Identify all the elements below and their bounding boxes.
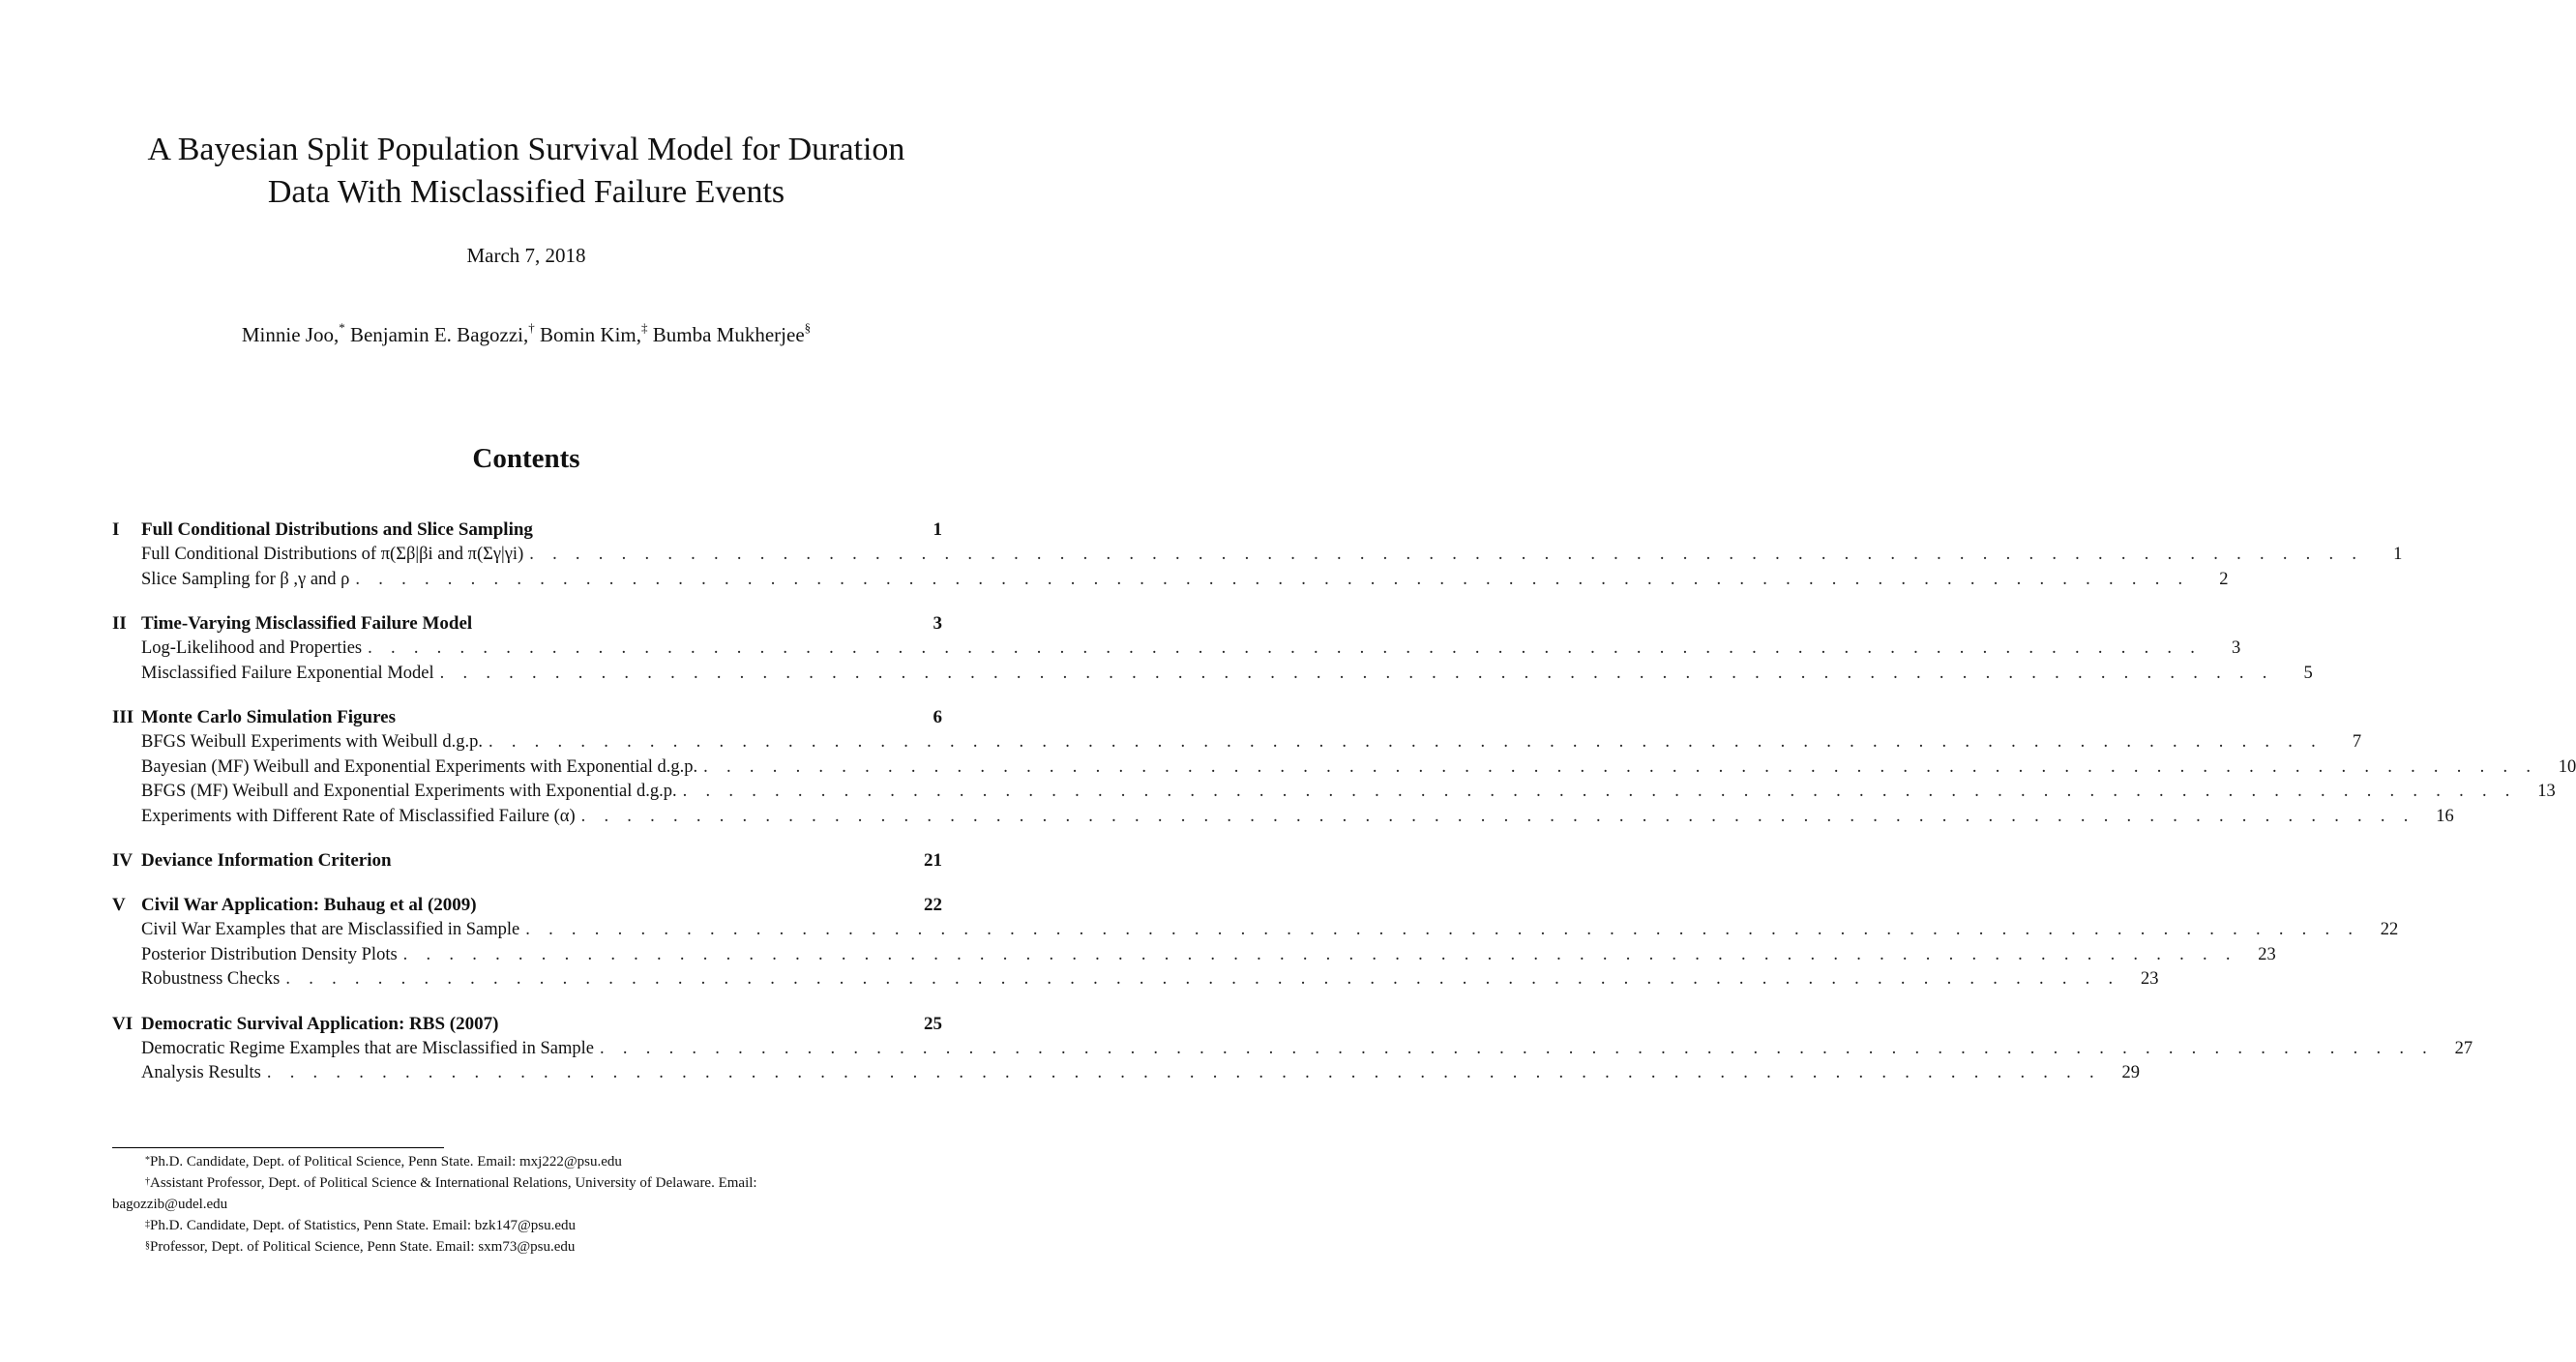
toc-subsection-title: Posterior Distribution Density Plots [141,944,398,964]
author-list [0,320,1052,347]
toc-leader-dots: . . . . . . . . . . . . . . . . . . . . . . . . . . . . . . . . . . . . . . . . . . . . . . . . . . . . . . . . . . . . . . . . . . . . . . . . . . . . . . . . [488,732,2324,752]
toc-subsection-title: BFGS Weibull Experiments with Weibull d.g.p. [141,732,483,752]
toc-leader-dots: . . . . . . . . . . . . . . . . . . . . . . . . . . . . . . . . . . . . . . . . . . . . . . . . . . . . . . . . . . . . . . . . . . . . . . . . . . . . . . . . [600,1038,2435,1058]
toc-leader-dots: . . . . . . . . . . . . . . . . . . . . . . . . . . . . . . . . . . . . . . . . . . . . . . . . . . . . . . . . . . . . . . . . . . . . . . . . . . . . . . . . [525,920,2360,939]
paper-date: March 7, 2018 [466,244,586,267]
toc-subsection-page: 2 [2219,569,2229,589]
title-line-1: A Bayesian Split Population Survival Model for Duration [147,132,905,167]
toc-part-title: Civil War Application: Buhaug et al (2009) [141,895,477,915]
toc-part-page: 22 [924,895,942,915]
toc-subsection-page: 13 [2537,782,2556,801]
toc-subsection-entry[interactable] [112,1061,2140,1086]
footnote-text: Ph.D. Candidate, Dept. of Statistics, Penn State. Email: bzk147@psu.edu [150,1218,577,1233]
toc-subsection-title: Democratic Regime Examples that are Misclassified in Sample [141,1038,595,1058]
toc-subsection-entry[interactable] [112,543,2403,568]
toc-subsection-page: 22 [2380,920,2399,939]
toc-leader-dots: . . . . . . . . . . . . . . . . . . . . . . . . . . . . . . . . . . . . . . . . . . . . . . . . . . . . . . . . . . . . . . . . . . . . . . . . . . . . . . . . [285,969,2120,989]
title-line-2: Data With Misclassified Failure Events [267,174,785,210]
toc-part-number: VI [112,1013,133,1034]
author-mark: § [804,320,812,335]
toc-subsection-title: Robustness Checks [141,969,281,989]
footnote-text: Professor, Dept. of Political Science, Penn State. Email: sxm73@psu.edu [150,1239,576,1255]
footnote-2 [112,1172,942,1194]
footnote-mark: * [145,1155,150,1166]
toc-part-title: Monte Carlo Simulation Figures [141,707,397,727]
toc-part-entry[interactable] [112,704,942,730]
toc-subsection-entry[interactable] [112,918,2399,943]
author-name: Benjamin E. Bagozzi, [349,323,529,346]
toc-part [112,517,2403,592]
toc-part-page: 6 [933,707,942,727]
toc-part-page: 1 [933,519,942,540]
toc-part-entry[interactable] [112,610,942,637]
toc-part [112,1011,2473,1086]
footnote-mark: § [145,1240,150,1251]
toc-subsection-page: 5 [2303,663,2313,683]
toc-leader-dots: . . . . . . . . . . . . . . . . . . . . . . . . . . . . . . . . . . . . . . . . . . . . . . . . . . . . . . . . . . . . . . . . . . . . . . . . . . . . . . . . [682,782,2517,801]
toc-part-entry[interactable] [112,892,942,918]
toc-part [112,892,2399,992]
toc-part-number: IV [112,850,133,871]
toc-subsection-page: 23 [2258,944,2276,964]
toc-subsection-title: Slice Sampling for β ,γ and ρ [141,569,350,589]
author-mark: † [528,320,535,335]
footnote-text: Ph.D. Candidate, Dept. of Political Science, Penn State. Email: mxj222@psu.edu [150,1154,622,1170]
toc-subsection-page: 27 [2454,1038,2473,1058]
paper-title [0,129,1052,214]
toc-part-page: 25 [924,1013,942,1034]
toc-subsection-page: 3 [2231,638,2241,658]
toc-subsection-title: BFGS (MF) Weibull and Exponential Experiments with Exponential d.g.p. [141,782,677,801]
footnote-2-cont: bagozzib@udel.edu [112,1197,228,1212]
toc-leader-dots: . . . . . . . . . . . . . . . . . . . . . . . . . . . . . . . . . . . . . . . . . . . . . . . . . . . . . . . . . . . . . . . . . . . . . . . . . . . . . . . . [580,806,2415,826]
toc-part [112,610,2313,686]
toc-subsection-page: 16 [2436,806,2454,826]
table-of-contents [112,517,2576,1105]
toc-part-entry[interactable] [112,847,942,873]
toc-part-entry[interactable] [112,517,942,543]
toc-subsection-entry[interactable] [112,755,2576,781]
toc-subsection-entry[interactable] [112,1037,2473,1062]
toc-part-page: 21 [924,850,942,871]
toc-leader-dots: . . . . . . . . . . . . . . . . . . . . . . . . . . . . . . . . . . . . . . . . . . . . . . . . . . . . . . . . . . . . . . . . . . . . . . . . . . . . . . . . [529,545,2364,564]
toc-part-title: Full Conditional Distributions and Slice Sampling [141,519,533,540]
toc-subsection-title: Bayesian (MF) Weibull and Exponential Experiments with Exponential d.g.p. [141,756,698,777]
toc-subsection-entry[interactable] [112,943,2276,968]
toc-part-title: Deviance Information Criterion [141,850,392,871]
toc-leader-dots: . . . . . . . . . . . . . . . . . . . . . . . . . . . . . . . . . . . . . . . . . . . . . . . . . . . . . . . . . . . . . . . . . . . . . . . . . . . . . . . . [402,944,2237,964]
contents-heading: Contents [472,443,580,474]
toc-subsection-title: Log-Likelihood and Properties [141,638,363,658]
footnote-text: Assistant Professor, Dept. of Political Science & International Relations, University of Delaware. Email: [150,1175,757,1191]
footnotes [112,1151,942,1258]
toc-subsection-entry[interactable] [112,730,2362,755]
author-name: Bomin Kim, [540,323,642,346]
toc-subsection-page: 10 [2558,756,2576,777]
footnote-mark: ‡ [145,1219,150,1229]
toc-part-title: Time-Varying Misclassified Failure Model [141,613,473,634]
toc-subsection-page: 29 [2121,1063,2140,1082]
toc-subsection-title: Analysis Results [141,1063,261,1082]
author-name: Minnie Joo, [241,323,340,346]
toc-part [112,847,942,873]
toc-subsection-title: Experiments with Different Rate of Misclassified Failure (α) [141,806,576,826]
toc-subsection-entry[interactable] [112,805,2454,830]
footnote-1 [112,1151,942,1172]
footnote-3 [112,1215,942,1236]
toc-subsection-entry[interactable] [112,780,2556,805]
footnote-rule [112,1147,444,1148]
toc-subsection-entry[interactable] [112,967,2159,992]
toc-subsection-page: 1 [2393,545,2403,564]
footnote-4 [112,1236,942,1258]
toc-part-number: I [112,519,120,540]
toc-subsection-title: Full Conditional Distributions of π(Σβ|βi and π(Σγ|γi) [141,545,524,564]
toc-subsection-page: 23 [2140,969,2159,989]
toc-subsection-title: Misclassified Failure Exponential Model [141,663,434,683]
toc-subsection-entry[interactable] [112,568,2229,593]
toc-leader-dots: . . . . . . . . . . . . . . . . . . . . . . . . . . . . . . . . . . . . . . . . . . . . . . . . . . . . . . . . . . . . . . . . . . . . . . . . . . . . . . . . [355,569,2190,589]
toc-leader-dots: . . . . . . . . . . . . . . . . . . . . . . . . . . . . . . . . . . . . . . . . . . . . . . . . . . . . . . . . . . . . . . . . . . . . . . . . . . . . . . . . [439,663,2274,683]
toc-leader-dots: . . . . . . . . . . . . . . . . . . . . . . . . . . . . . . . . . . . . . . . . . . . . . . . . . . . . . . . . . . . . . . . . . . . . . . . . . . . . . . . . [266,1063,2101,1082]
author-mark: ‡ [641,320,648,335]
toc-leader-dots: . . . . . . . . . . . . . . . . . . . . . . . . . . . . . . . . . . . . . . . . . . . . . . . . . . . . . . . . . . . . . . . . . . . . . . . . . . . . . . . . [703,756,2538,777]
toc-part-page: 3 [933,613,942,634]
toc-part-number: V [112,895,126,915]
toc-part [112,704,2576,829]
author-mark: * [339,320,345,335]
toc-subsection-entry[interactable] [112,662,2313,687]
toc-subsection-title: Civil War Examples that are Misclassified in Sample [141,920,520,939]
toc-part-number: III [112,707,134,727]
toc-part-number: II [112,613,127,634]
footnote-mark: † [145,1176,150,1187]
toc-subsection-page: 7 [2352,732,2362,752]
toc-subsection-entry[interactable] [112,637,2241,662]
toc-leader-dots: . . . . . . . . . . . . . . . . . . . . . . . . . . . . . . . . . . . . . . . . . . . . . . . . . . . . . . . . . . . . . . . . . . . . . . . . . . . . . . . . [368,638,2203,658]
toc-part-title: Democratic Survival Application: RBS (2007) [141,1013,499,1034]
author-name: Bumba Mukherjee [652,323,805,346]
toc-part-entry[interactable] [112,1011,942,1037]
